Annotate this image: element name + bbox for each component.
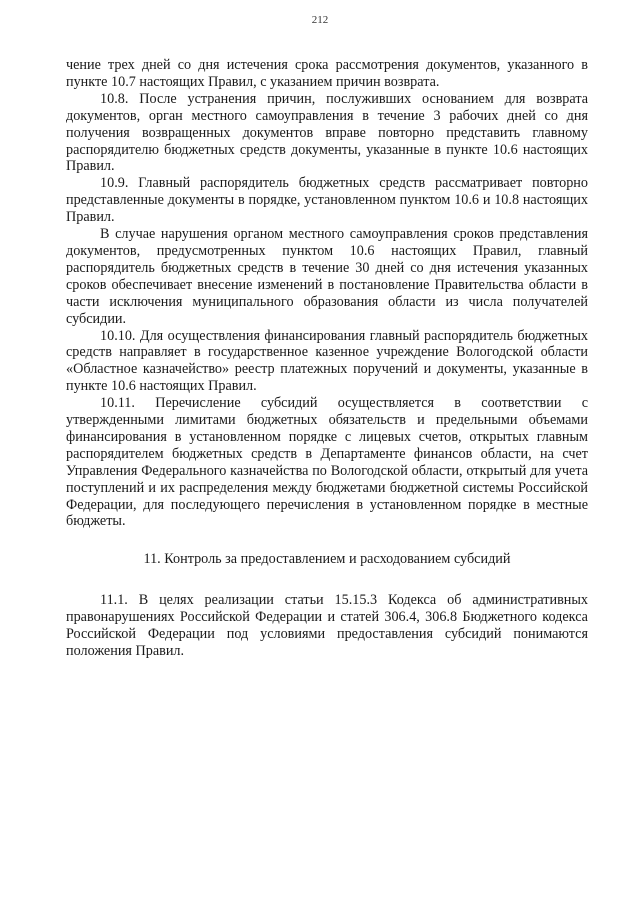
paragraph-10-11: 10.11. Перечисление субсидий осуществляется в соответствии с утвержденными лимитами бюджетных обязательств и предельными объемами финансирования в установленном порядке с лицевых счетов, открытых главным распорядителем бюджетных средств в Департаменте финансов области, на счет Управления Федерального казначейства по Вологодской области, открытый для учета поступлений и их распределения между бюджетами бюджетной системы Российской Федерации, для последующего перечисления в установленном порядке в местные бюджеты.	[66, 395, 588, 530]
paragraph-10-9: 10.9. Главный распорядитель бюджетных средств рассматривает повторно представленные документы в порядке, установленном пунктом 10.6 и 10.8 настоящих Правил.	[66, 175, 588, 226]
paragraph-11-1: 11.1. В целях реализации статьи 15.15.3 Кодекса об административных правонарушениях Российской Федерации и статей 306.4, 306.8 Бюджетного кодекса Российской Федерации под условиями предоставления субсидий понимаются положения Правил.	[66, 592, 588, 660]
page-number: 212	[311, 14, 329, 26]
document-body	[66, 57, 588, 660]
paragraph-deadline-violation: В случае нарушения органом местного самоуправления сроков представления документов, предусмотренных пунктом 10.6 настоящих Правил, главный распорядитель бюджетных средств в течение 30 дней со дня истечения указанных сроков обеспечивает внесение изменений в постановление Правительства области в части исключения муниципального образования области из числа получателей субсидии.	[66, 226, 588, 327]
paragraph-10-10: 10.10. Для осуществления финансирования главный распорядитель бюджетных средств направляет в государственное казенное учреждение Вологодской области «Областное казначейство» реестр платежных поручений и документы, указанные в пункте 10.6 настоящих Правил.	[66, 327, 588, 395]
section-heading-11: 11. Контроль за предоставлением и расходованием субсидий	[143, 551, 511, 568]
paragraph-continuation: чение трех дней со дня истечения срока рассмотрения документов, указанного в пункте 10.7 настоящих Правил, с указанием причин возврата.	[66, 57, 588, 90]
paragraph-10-8: 10.8. После устранения причин, послуживших основанием для возврата документов, орган местного самоуправления в течение 3 рабочих дней со дня получения возвращенных документов вправе повторно представить главному распорядителю бюджетных средств документы, указанные в пункте 10.6 настоящих Правил.	[66, 90, 588, 175]
